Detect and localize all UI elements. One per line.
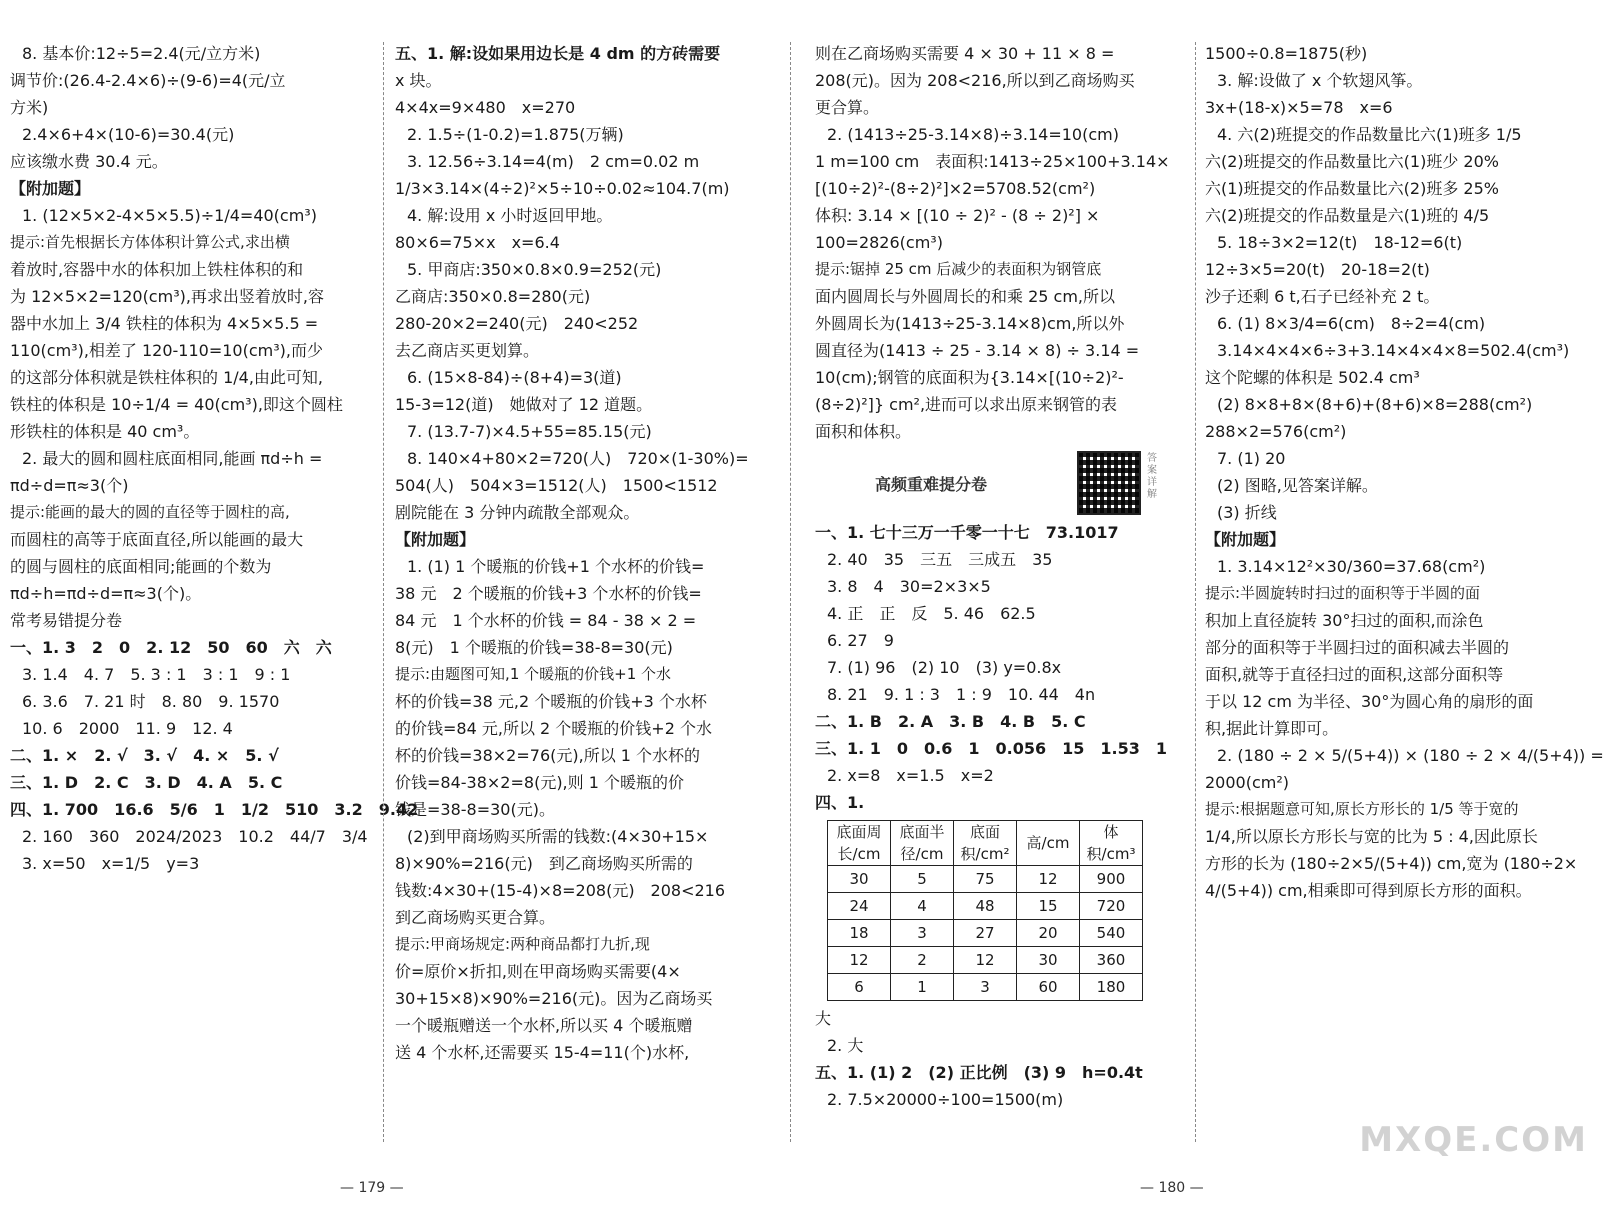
table-cell: 75 [954, 866, 1017, 893]
text-line: 提示:首先根据长方体体积计算公式,求出横 [10, 233, 290, 251]
table-header-cell: 底面半径/cm [891, 821, 954, 866]
text-line: 这个陀螺的体积是 502.4 cm³ [1205, 368, 1420, 387]
text-line: 2. 7.5×20000÷100=1500(m) [827, 1090, 1064, 1109]
table-cell: 12 [828, 947, 891, 974]
text-line: 80×6=75×x x=6.4 [395, 233, 560, 252]
text-line: 6. (15×8-84)÷(8+4)=3(道) [407, 368, 622, 387]
text-line: 5. 18÷3×2=12(t) 18-12=6(t) [1217, 233, 1463, 252]
table-cell: 30 [1017, 947, 1080, 974]
text-line: 6. 27 9 [827, 631, 894, 650]
column-divider [790, 42, 791, 1142]
text-line: 积,据此计算即可。 [1205, 719, 1339, 738]
text-line: 10. 6 2000 11. 9 12. 4 [22, 719, 233, 738]
text-line: 1/4,所以原长方形长与宽的比为 5 : 4,因此原长 [1205, 827, 1538, 846]
text-line: 3. 8 4 30=2×3×5 [827, 577, 991, 596]
qr-label: 答案详解 [1147, 453, 1157, 500]
text-line: 三、1. 1 0 0.6 1 0.056 15 1.53 1 [815, 739, 1168, 758]
text-line: 2. 最大的圆和圆柱底面相同,能画 πd÷h = [22, 449, 323, 468]
text-line: (3) 折线 [1217, 503, 1277, 522]
table-header-cell: 底面积/cm² [954, 821, 1017, 866]
text-line: 1500÷0.8=1875(秒) [1205, 44, 1368, 63]
table-cell: 48 [954, 893, 1017, 920]
text-line: 剧院能在 3 分钟内疏散全部观众。 [395, 503, 640, 522]
column-3 [815, 40, 1185, 1160]
text-line: 积加上直径旋转 30°扫过的面积,而涂色 [1205, 611, 1484, 630]
table-cell: 900 [1080, 866, 1143, 893]
text-line: 的价钱=84 元,所以 2 个暖瓶的价钱+2 个水 [395, 719, 712, 738]
text-line: 8)×90%=216(元) 到乙商场购买所需的 [395, 854, 693, 873]
text-line: 10(cm);钢管的底面积为{3.14×[(10÷2)²- [815, 368, 1124, 387]
table-header-row [828, 821, 1143, 866]
text-line: 杯的价钱=38×2=76(元),所以 1 个水杯的 [395, 746, 701, 765]
text-line: 而圆柱的高等于底面直径,所以能画的最大 [10, 530, 304, 549]
text-line: 则在乙商场购买需要 4 × 30 + 11 × 8 = [815, 44, 1115, 63]
column-4 [1205, 40, 1604, 1160]
table-row [828, 866, 1143, 893]
text-line: 去乙商店买更划算。 [395, 341, 540, 360]
section-title: 高频重难提分卷 [875, 475, 988, 494]
text-line: 铁柱的体积是 10÷1/4 = 40(cm³),即这个圆柱 [10, 395, 343, 414]
text-line: 【附加题】 [1205, 530, 1286, 549]
text-line: 【附加题】 [395, 530, 476, 549]
table-row [828, 893, 1143, 920]
text-line: 到乙商场购买更合算。 [395, 908, 556, 927]
text-line: 钱是=38-8=30(元)。 [395, 800, 555, 819]
text-line: 方形的长为 (180÷2×5/(5+4)) cm,宽为 (180÷2× [1205, 854, 1578, 873]
text-line: (2)到甲商场购买所需的钱数:(4×30+15× [407, 827, 709, 846]
text-line: 3. 1.4 4. 7 5. 3 : 1 3 : 1 9 : 1 [22, 665, 291, 684]
text-line: πd÷h=πd÷d=π≈3(个)。 [10, 584, 202, 603]
table-cell: 30 [828, 866, 891, 893]
column-3-bottom [815, 1005, 1185, 1113]
table-header-cell: 高/cm [1017, 821, 1080, 866]
text-line: 着放时,容器中水的体积加上铁柱体积的和 [10, 260, 304, 279]
text-line: 六(2)班提交的作品数量比六(1)班少 20% [1205, 152, 1499, 171]
text-line: 一个暖瓶赠送一个水杯,所以买 4 个暖瓶赠 [395, 1016, 693, 1035]
text-line: 1. (12×5×2-4×5×5.5)÷1/4=40(cm³) [22, 206, 317, 225]
text-line: 504(人) 504×3=1512(人) 1500<1512 [395, 476, 718, 495]
text-line: 二、1. B 2. A 3. B 4. B 5. C [815, 712, 1086, 731]
text-line: 8. 140×4+80×2=720(人) 720×(1-30%)= [407, 449, 749, 468]
section-header [815, 451, 1185, 515]
text-line: 3x+(18-x)×5=78 x=6 [1205, 98, 1393, 117]
table-cell: 20 [1017, 920, 1080, 947]
text-line: [(10÷2)²-(8÷2)²]×2=5708.52(cm²) [815, 179, 1096, 198]
page-number-right: — 180 — [1140, 1180, 1204, 1196]
text-line: 价=原价×折扣,则在甲商场购买需要(4× [395, 962, 681, 981]
table-cell: 1 [891, 974, 954, 1001]
text-line: 三、1. D 2. C 3. D 4. A 5. C [10, 773, 283, 792]
text-line: 2. (180 ÷ 2 × 5/(5+4)) × (180 ÷ 2 × 4/(5+4)) = [1217, 746, 1604, 765]
text-line: 大 [815, 1009, 832, 1028]
text-line: 五、1. 解:设如果用边长是 4 dm 的方砖需要 [395, 44, 721, 63]
text-line: 提示:甲商场规定:两种商品都打九折,现 [395, 935, 650, 953]
table-cell: 24 [828, 893, 891, 920]
text-line: 提示:半圆旋转时扫过的面积等于半圆的面 [1205, 584, 1481, 602]
text-line: 于以 12 cm 为半径、30°为圆心角的扇形的面 [1205, 692, 1534, 711]
text-line: 12÷3×5=20(t) 20-18=2(t) [1205, 260, 1430, 279]
table-cell: 3 [954, 974, 1017, 1001]
table-cell: 60 [1017, 974, 1080, 1001]
table-header-cell: 底面周长/cm [828, 821, 891, 866]
text-line: 8. 基本价:12÷5=2.4(元/立方米) [22, 44, 261, 63]
text-line: (2) 8×8+8×(8+6)+(8+6)×8=288(cm²) [1217, 395, 1533, 414]
watermark: MXQE.COM [1359, 1120, 1588, 1160]
table-cell: 5 [891, 866, 954, 893]
text-line: 钱数:4×30+(15-4)×8=208(元) 208<216 [395, 881, 726, 900]
text-line: 沙子还剩 6 t,石子已经补充 2 t。 [1205, 287, 1440, 306]
text-line: 1 m=100 cm 表面积:1413÷25×100+3.14× [815, 152, 1170, 171]
table-cell: 4 [891, 893, 954, 920]
text-line: 1. 3.14×12²×30/360=37.68(cm²) [1217, 557, 1486, 576]
text-line: 7. (1) 96 (2) 10 (3) y=0.8x [827, 658, 1062, 677]
text-line: 应该缴水费 30.4 元。 [10, 152, 168, 171]
text-line: 38 元 2 个暖瓶的价钱+3 个水杯的价钱= [395, 584, 702, 603]
text-line: 2. 160 360 2024/2023 10.2 44/7 3/4 [22, 827, 368, 846]
text-line: 提示:能画的最大的圆的直径等于圆柱的高, [10, 503, 290, 521]
column-divider [1195, 42, 1196, 1142]
text-line: 送 4 个水杯,还需要买 15-4=11(个)水杯, [395, 1043, 690, 1062]
text-line: 2000(cm²) [1205, 773, 1289, 792]
text-line: 7. (13.7-7)×4.5+55=85.15(元) [407, 422, 652, 441]
text-line: 面积,就等于直径扫过的面积,这部分面积等 [1205, 665, 1504, 684]
table-cell: 2 [891, 947, 954, 974]
column-2 [395, 40, 773, 1160]
text-line: 2. 1.5÷(1-0.2)=1.875(万辆) [407, 125, 624, 144]
text-line: 的圆与圆柱的底面相同;能画的个数为 [10, 557, 272, 576]
page-number-left: — 179 — [340, 1180, 404, 1196]
text-line: 提示:根据题意可知,原长方形长的 1/5 等于宽的 [1205, 800, 1519, 818]
text-line: 面内圆周长与外圆周长的和乘 25 cm,所以 [815, 287, 1116, 306]
text-line: 形铁柱的体积是 40 cm³。 [10, 422, 200, 441]
text-line: 方米) [10, 98, 49, 117]
text-line: 100=2826(cm³) [815, 233, 943, 252]
answer-table [827, 820, 1143, 1001]
text-line: 体积: 3.14 × [(10 ÷ 2)² - (8 ÷ 2)²] × [815, 206, 1100, 225]
table-cell: 180 [1080, 974, 1143, 1001]
text-line: (2) 图略,见答案详解。 [1217, 476, 1378, 495]
text-line: 2. 40 35 三五 三成五 35 [827, 550, 1053, 569]
text-line: πd÷d=π≈3(个) [10, 476, 129, 495]
text-line: 五、1. (1) 2 (2) 正比例 (3) 9 h=0.4t [815, 1063, 1143, 1082]
text-line: 更合算。 [815, 98, 880, 117]
text-line: 3. x=50 x=1/5 y=3 [22, 854, 200, 873]
text-line: 四、1. 700 16.6 5/6 1 1/2 510 3.2 9.42 [10, 800, 419, 819]
text-line: 2. 大 [827, 1036, 864, 1055]
text-line: 4×4x=9×480 x=270 [395, 98, 576, 117]
table-cell: 3 [891, 920, 954, 947]
text-line: 1. (1) 1 个暖瓶的价钱+1 个水杯的价钱= [407, 557, 705, 576]
text-line: 84 元 1 个水杯的价钱 = 84 - 38 × 2 = [395, 611, 697, 630]
table-body [828, 866, 1143, 1001]
column-divider [383, 42, 384, 1142]
text-line: 6. 3.6 7. 21 时 8. 80 9. 1570 [22, 692, 280, 711]
text-line: 一、1. 七十三万一千零一十七 73.1017 [815, 523, 1119, 542]
text-line: 常考易错提分卷 [10, 611, 123, 630]
text-line: 2. x=8 x=1.5 x=2 [827, 766, 994, 785]
text-line: 280-20×2=240(元) 240<252 [395, 314, 639, 333]
text-line: 7. (1) 20 [1217, 449, 1286, 468]
column-3-top [815, 40, 1185, 445]
text-line: 提示:由题图可知,1 个暖瓶的价钱+1 个水 [395, 665, 672, 683]
text-line: 调节价:(26.4-2.4×6)÷(9-6)=4(元/立 [10, 71, 286, 90]
text-line: 的这部分体积就是铁柱体积的 1/4,由此可知, [10, 368, 324, 387]
text-line: 4. 六(2)班提交的作品数量比六(1)班多 1/5 [1217, 125, 1522, 144]
table-cell: 15 [1017, 893, 1080, 920]
text-line: 器中水加上 3/4 铁柱的体积为 4×5×5.5 = [10, 314, 319, 333]
text-line: 四、1. [815, 793, 865, 812]
text-line: 4. 解:设用 x 小时返回甲地。 [407, 206, 613, 225]
text-line: 一、1. 3 2 0 2. 12 50 60 六 六 [10, 638, 332, 657]
table-cell: 720 [1080, 893, 1143, 920]
text-line: 30+15×8)×90%=216(元)。因为乙商场买 [395, 989, 713, 1008]
table-cell: 540 [1080, 920, 1143, 947]
table-cell: 12 [1017, 866, 1080, 893]
table-row [828, 947, 1143, 974]
text-line: 15-3=12(道) 她做对了 12 道题。 [395, 395, 653, 414]
qr-code [1077, 451, 1141, 515]
text-line: 110(cm³),相差了 120-110=10(cm³),而少 [10, 341, 323, 360]
text-line: 六(2)班提交的作品数量是六(1)班的 4/5 [1205, 206, 1490, 225]
text-line: 1/3×3.14×(4÷2)²×5÷10÷0.02≈104.7(m) [395, 179, 730, 198]
table-cell: 6 [828, 974, 891, 1001]
text-line: 8. 21 9. 1 : 3 1 : 9 10. 44 4n [827, 685, 1096, 704]
table-cell: 12 [954, 947, 1017, 974]
text-line: 圆直径为(1413 ÷ 25 - 3.14 × 8) ÷ 3.14 = [815, 341, 1140, 360]
text-line: 部分的面积等于半圆扫过的面积减去半圆的 [1205, 638, 1510, 657]
table-row [828, 974, 1143, 1001]
text-line: 6. (1) 8×3/4=6(cm) 8÷2=4(cm) [1217, 314, 1486, 333]
text-line: 外圆周长为(1413÷25-3.14×8)cm,所以外 [815, 314, 1125, 333]
text-line: 208(元)。因为 208<216,所以到乙商场购买 [815, 71, 1135, 90]
text-line: (8÷2)²]} cm²,进而可以求出原来钢管的表 [815, 395, 1118, 414]
table-cell: 18 [828, 920, 891, 947]
column-3-mid [815, 519, 1185, 816]
text-line: 3. 12.56÷3.14=4(m) 2 cm=0.02 m [407, 152, 700, 171]
text-line: 288×2=576(cm²) [1205, 422, 1347, 441]
text-line: 5. 甲商店:350×0.8×0.9=252(元) [407, 260, 662, 279]
table-cell: 27 [954, 920, 1017, 947]
text-line: 杯的价钱=38 元,2 个暖瓶的价钱+3 个水杯 [395, 692, 707, 711]
text-line: 乙商店:350×0.8=280(元) [395, 287, 591, 306]
text-line: 提示:锯掉 25 cm 后减少的表面积为钢管底 [815, 260, 1102, 278]
text-line: 8(元) 1 个暖瓶的价钱=38-8=30(元) [395, 638, 673, 657]
text-line: x 块。 [395, 71, 442, 90]
text-line: 六(1)班提交的作品数量比六(2)班多 25% [1205, 179, 1499, 198]
text-line: 4. 正 正 反 5. 46 62.5 [827, 604, 1036, 623]
table-row [828, 920, 1143, 947]
table-cell: 360 [1080, 947, 1143, 974]
text-line: 4/(5+4)) cm,相乘即可得到原长方形的面积。 [1205, 881, 1532, 900]
text-line: 3.14×4×4×6÷3+3.14×4×4×8=502.4(cm³) [1217, 341, 1570, 360]
table-header-cell: 体积/cm³ [1080, 821, 1143, 866]
text-line: 面积和体积。 [815, 422, 912, 441]
text-line: 3. 解:设做了 x 个软翅风筝。 [1217, 71, 1423, 90]
text-line: 二、1. × 2. √ 3. √ 4. × 5. √ [10, 746, 279, 765]
text-line: 2. (1413÷25-3.14×8)÷3.14=10(cm) [827, 125, 1119, 144]
text-line: 【附加题】 [10, 179, 91, 198]
text-line: 价钱=84-38×2=8(元),则 1 个暖瓶的价 [395, 773, 684, 792]
text-line: 为 12×5×2=120(cm³),再求出竖着放时,容 [10, 287, 325, 306]
text-line: 2.4×6+4×(10-6)=30.4(元) [22, 125, 235, 144]
